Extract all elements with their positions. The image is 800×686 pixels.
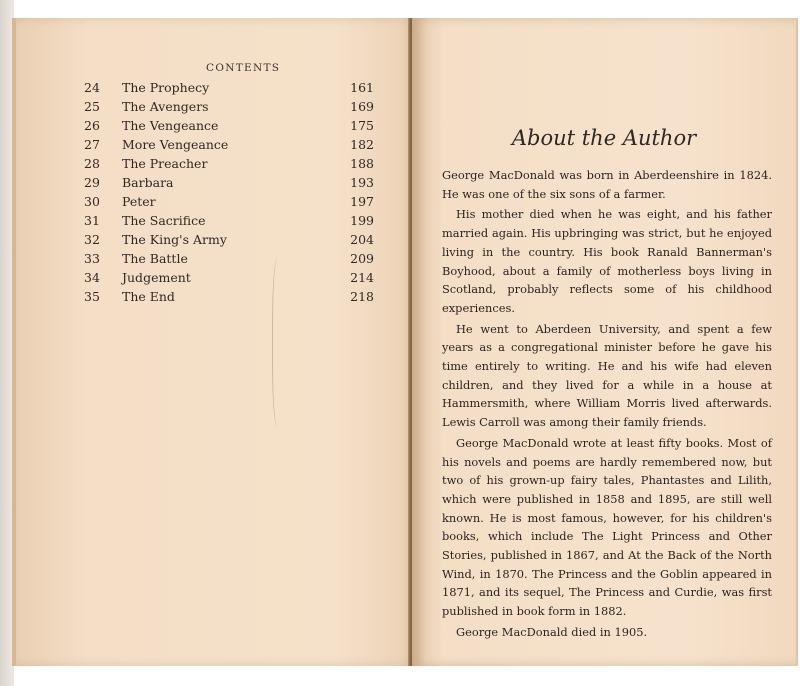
contents-heading: CONTENTS [206, 62, 281, 74]
toc-entry [84, 268, 374, 287]
toc-entry-title: The Sacrifice [122, 213, 206, 228]
toc-entry-page: 169 [350, 99, 374, 114]
toc-entry-page: 199 [350, 213, 374, 228]
toc-entry-page: 161 [350, 80, 374, 95]
toc-entry [84, 192, 374, 211]
toc-entry-number: 25 [84, 99, 100, 114]
toc-entry-number: 31 [84, 213, 100, 228]
left-page [12, 18, 414, 666]
toc-entry-title: The King's Army [122, 232, 227, 247]
toc-entry [84, 116, 374, 135]
about-paragraph-4: George MacDonald wrote at least fifty books. Most of his novels and poems are hardly remembered now, but two of his grown-up fairy tales, Phantastes and Lilith, which were published in 1858 and 1895, are still well known. He is most famous, however, for his children's books, which include The Light Princess and Other Stories, published in 1867, and At the Back of the North Wind, in 1870. The Princess and the Goblin appeared in 1871, and its sequel, The Princess and Curdie, was first published in book form in 1882. [442, 435, 772, 619]
about-body [442, 166, 772, 644]
toc-entry-number: 24 [84, 80, 100, 95]
toc-entry-page: 209 [350, 251, 374, 266]
toc-entry-title: Peter [122, 194, 156, 209]
toc-entry-title: Judgement [122, 270, 191, 285]
toc-entry-title: The Prophecy [122, 80, 210, 95]
toc-entry-title: The Avengers [122, 99, 209, 114]
toc-entry-title: More Vengeance [122, 137, 229, 152]
toc-entry-title: The Battle [122, 251, 188, 266]
toc-entry [84, 97, 374, 116]
toc-entry [84, 135, 374, 154]
about-paragraph-1: George MacDonald was born in Aberdeenshire in 1824. He was one of the six sons of a farmer. [442, 168, 772, 201]
toc-entry-number: 27 [84, 137, 100, 152]
toc-entry [84, 211, 374, 230]
toc-entry [84, 154, 374, 173]
toc-entry-page: 175 [350, 118, 374, 133]
about-paragraph-3: He went to Aberdeen University, and spent a few years as a congregational minister before he gave his time entirely to writing. He and his wife had eleven children, and they lived for a while in a house at Hammersmith, where William Morris lived afterwards. Lewis Carroll was among their family friends. [442, 321, 772, 430]
toc-entry-number: 34 [84, 270, 100, 285]
toc-entry-number: 35 [84, 289, 100, 304]
page-mark [272, 258, 285, 428]
about-paragraph-2: His mother died when he was eight, and his father married again. His upbringing was strict, but he enjoyed living in the country. His book Ranald Bannerman's Boyhood, about a family of motherless boys living in Scotland, probably reflects some of his childhood experiences. [442, 207, 772, 315]
table-of-contents [84, 78, 374, 306]
toc-entry [84, 287, 374, 306]
about-title: About the Author [511, 126, 697, 150]
toc-entry-number: 28 [84, 156, 100, 171]
toc-entry-title: The Preacher [122, 156, 208, 171]
about-paragraph-5: George MacDonald died in 1905. [456, 624, 648, 639]
toc-entry [84, 249, 374, 268]
toc-entry-number: 32 [84, 232, 100, 247]
toc-entry-page: 188 [350, 156, 374, 171]
toc-entry-title: The Vengeance [122, 118, 219, 133]
toc-entry-page: 193 [350, 175, 374, 190]
toc-entry-page: 204 [350, 232, 374, 247]
toc-entry [84, 230, 374, 249]
toc-entry [84, 78, 374, 97]
toc-entry-title: Barbara [122, 175, 174, 190]
toc-entry-number: 30 [84, 194, 100, 209]
toc-entry [84, 173, 374, 192]
open-book [12, 18, 796, 666]
toc-entry-number: 29 [84, 175, 100, 190]
toc-entry-page: 197 [350, 194, 374, 209]
toc-entry-title: The End [122, 289, 175, 304]
right-page [412, 18, 798, 666]
toc-entry-page: 214 [350, 270, 374, 285]
toc-entry-page: 182 [350, 137, 374, 152]
toc-entry-number: 26 [84, 118, 100, 133]
toc-entry-number: 33 [84, 251, 100, 266]
toc-entry-page: 218 [350, 289, 374, 304]
